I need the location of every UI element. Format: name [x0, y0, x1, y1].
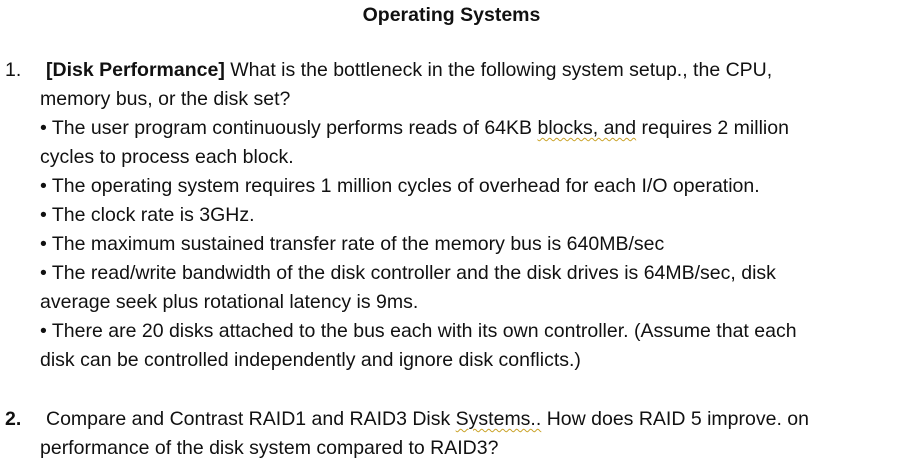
- bullet-5-continuation: average seek plus rotational latency is 9ms.: [40, 291, 419, 313]
- bullet-1-pre: • The user program continuously performs reads of 64KB: [40, 117, 538, 139]
- bullet-6: • There are 20 disks attached to the bus each with its own controller. (Assume that each: [40, 320, 797, 342]
- bullet-3: • The clock rate is 3GHz.: [40, 204, 255, 226]
- question-1-text: What is the bottleneck in the following system setup., the CPU,: [224, 59, 773, 81]
- grammar-flag: blocks, and: [537, 117, 637, 139]
- question-1-line-2: memory bus, or the disk set?: [40, 88, 291, 110]
- bullet-1: [40, 116, 789, 140]
- question-2-pre: Compare and Contrast RAID1 and RAID3 Disk: [46, 408, 456, 430]
- bullet-4: • The maximum sustained transfer rate of the memory bus is 640MB/sec: [40, 233, 665, 255]
- bullet-5: • The read/write bandwidth of the disk controller and the disk drives is 64MB/sec, disk: [40, 262, 776, 284]
- question-2-number: 2.: [5, 408, 22, 430]
- grammar-flag-2: Systems..: [455, 408, 542, 430]
- question-2-line-2: performance of the disk system compared to RAID3?: [40, 437, 499, 459]
- question-1-tag: [Disk Performance]: [46, 59, 225, 81]
- bullet-6-continuation: disk can be controlled independently and ignore disk conflicts.): [40, 349, 581, 371]
- question-2-line-1: [46, 407, 809, 431]
- question-1-line-1: [46, 58, 772, 82]
- question-2-post: How does RAID 5 improve. on: [541, 408, 809, 430]
- bullet-1-continuation: cycles to process each block.: [40, 146, 294, 168]
- bullet-2: • The operating system requires 1 million cycles of overhead for each I/O operation.: [40, 175, 760, 197]
- document-title: Operating Systems: [362, 4, 541, 26]
- question-1-number: 1.: [5, 59, 22, 81]
- bullet-1-post: requires 2 million: [636, 117, 789, 139]
